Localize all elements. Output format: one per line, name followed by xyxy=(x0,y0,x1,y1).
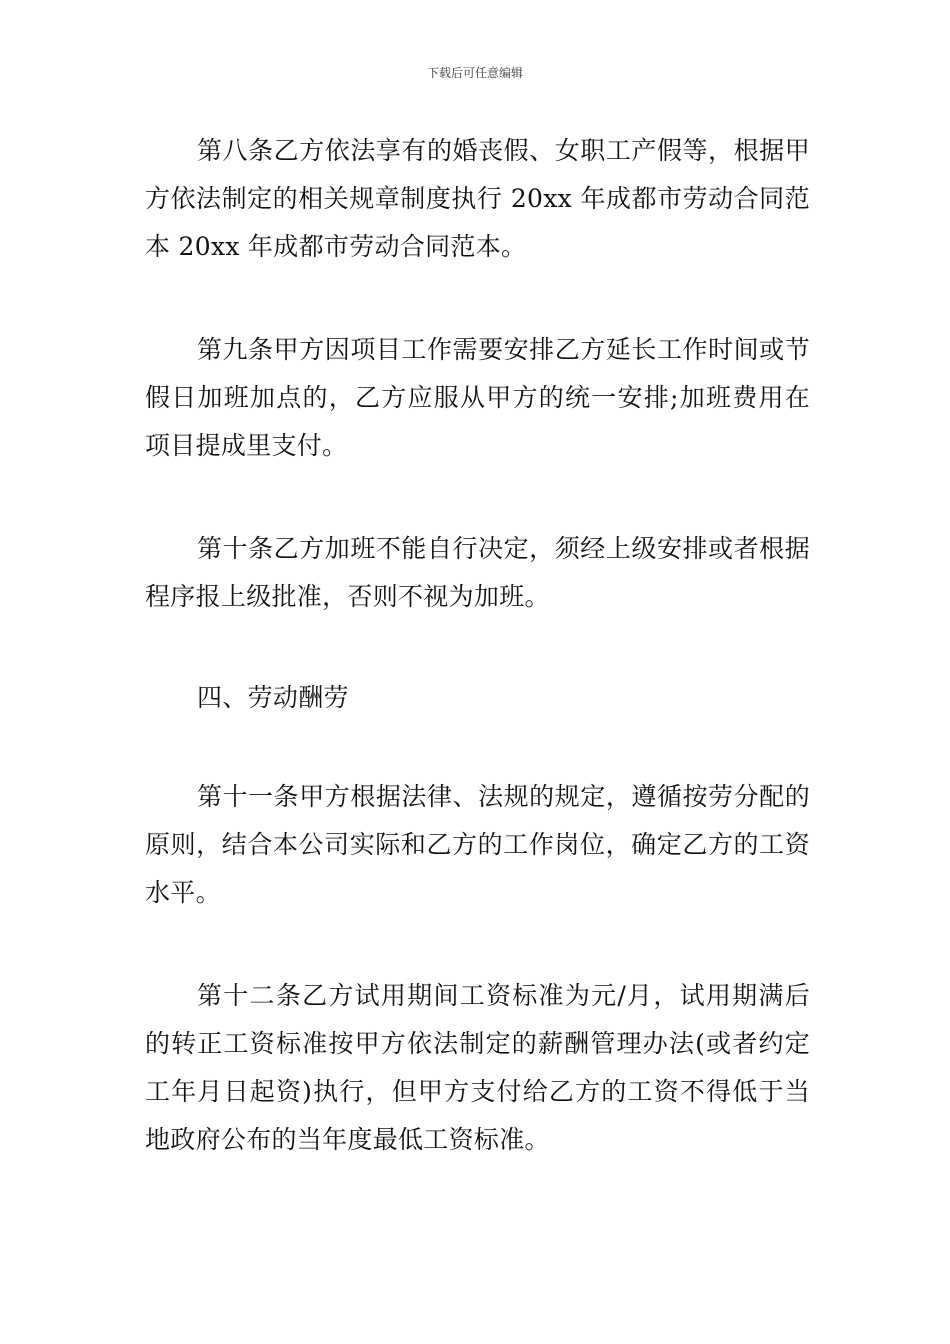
article-10-paragraph: 第十条乙方加班不能自行决定，须经上级安排或者根据程序报上级批准，否则不视为加班。 xyxy=(145,534,810,611)
article-9-paragraph: 第九条甲方因项目工作需要安排乙方延长工作时间或节假日加班加点的，乙方应服从甲方的统一安排;加班费用在项目提成里支付。 xyxy=(145,335,810,460)
section-heading-labor-remuneration: 四、劳动酬劳 xyxy=(197,683,349,712)
page-header: 下载后可任意编辑 xyxy=(426,66,523,80)
article-11-paragraph: 第十一条甲方根据法律、法规的规定，遵循按劳分配的原则，结合本公司实际和乙方的工作岗位，确定乙方的工资水平。 xyxy=(145,782,810,907)
article-8-paragraph: 第八条乙方依法享有的婚丧假、女职工产假等，根据甲方依法制定的相关规章制度执行 20xx 年成都市劳动合同范本 20xx 年成都市劳动合同范本。 xyxy=(145,136,810,261)
article-12-paragraph: 第十二条乙方试用期间工资标准为元/月，试用期满后的转正工资标准按甲方依法制定的薪酬管理办法(或者约定工年月日起资)执行，但甲方支付给乙方的工资不得低于当地政府公布的当年度最低工资标准。 xyxy=(145,981,810,1154)
